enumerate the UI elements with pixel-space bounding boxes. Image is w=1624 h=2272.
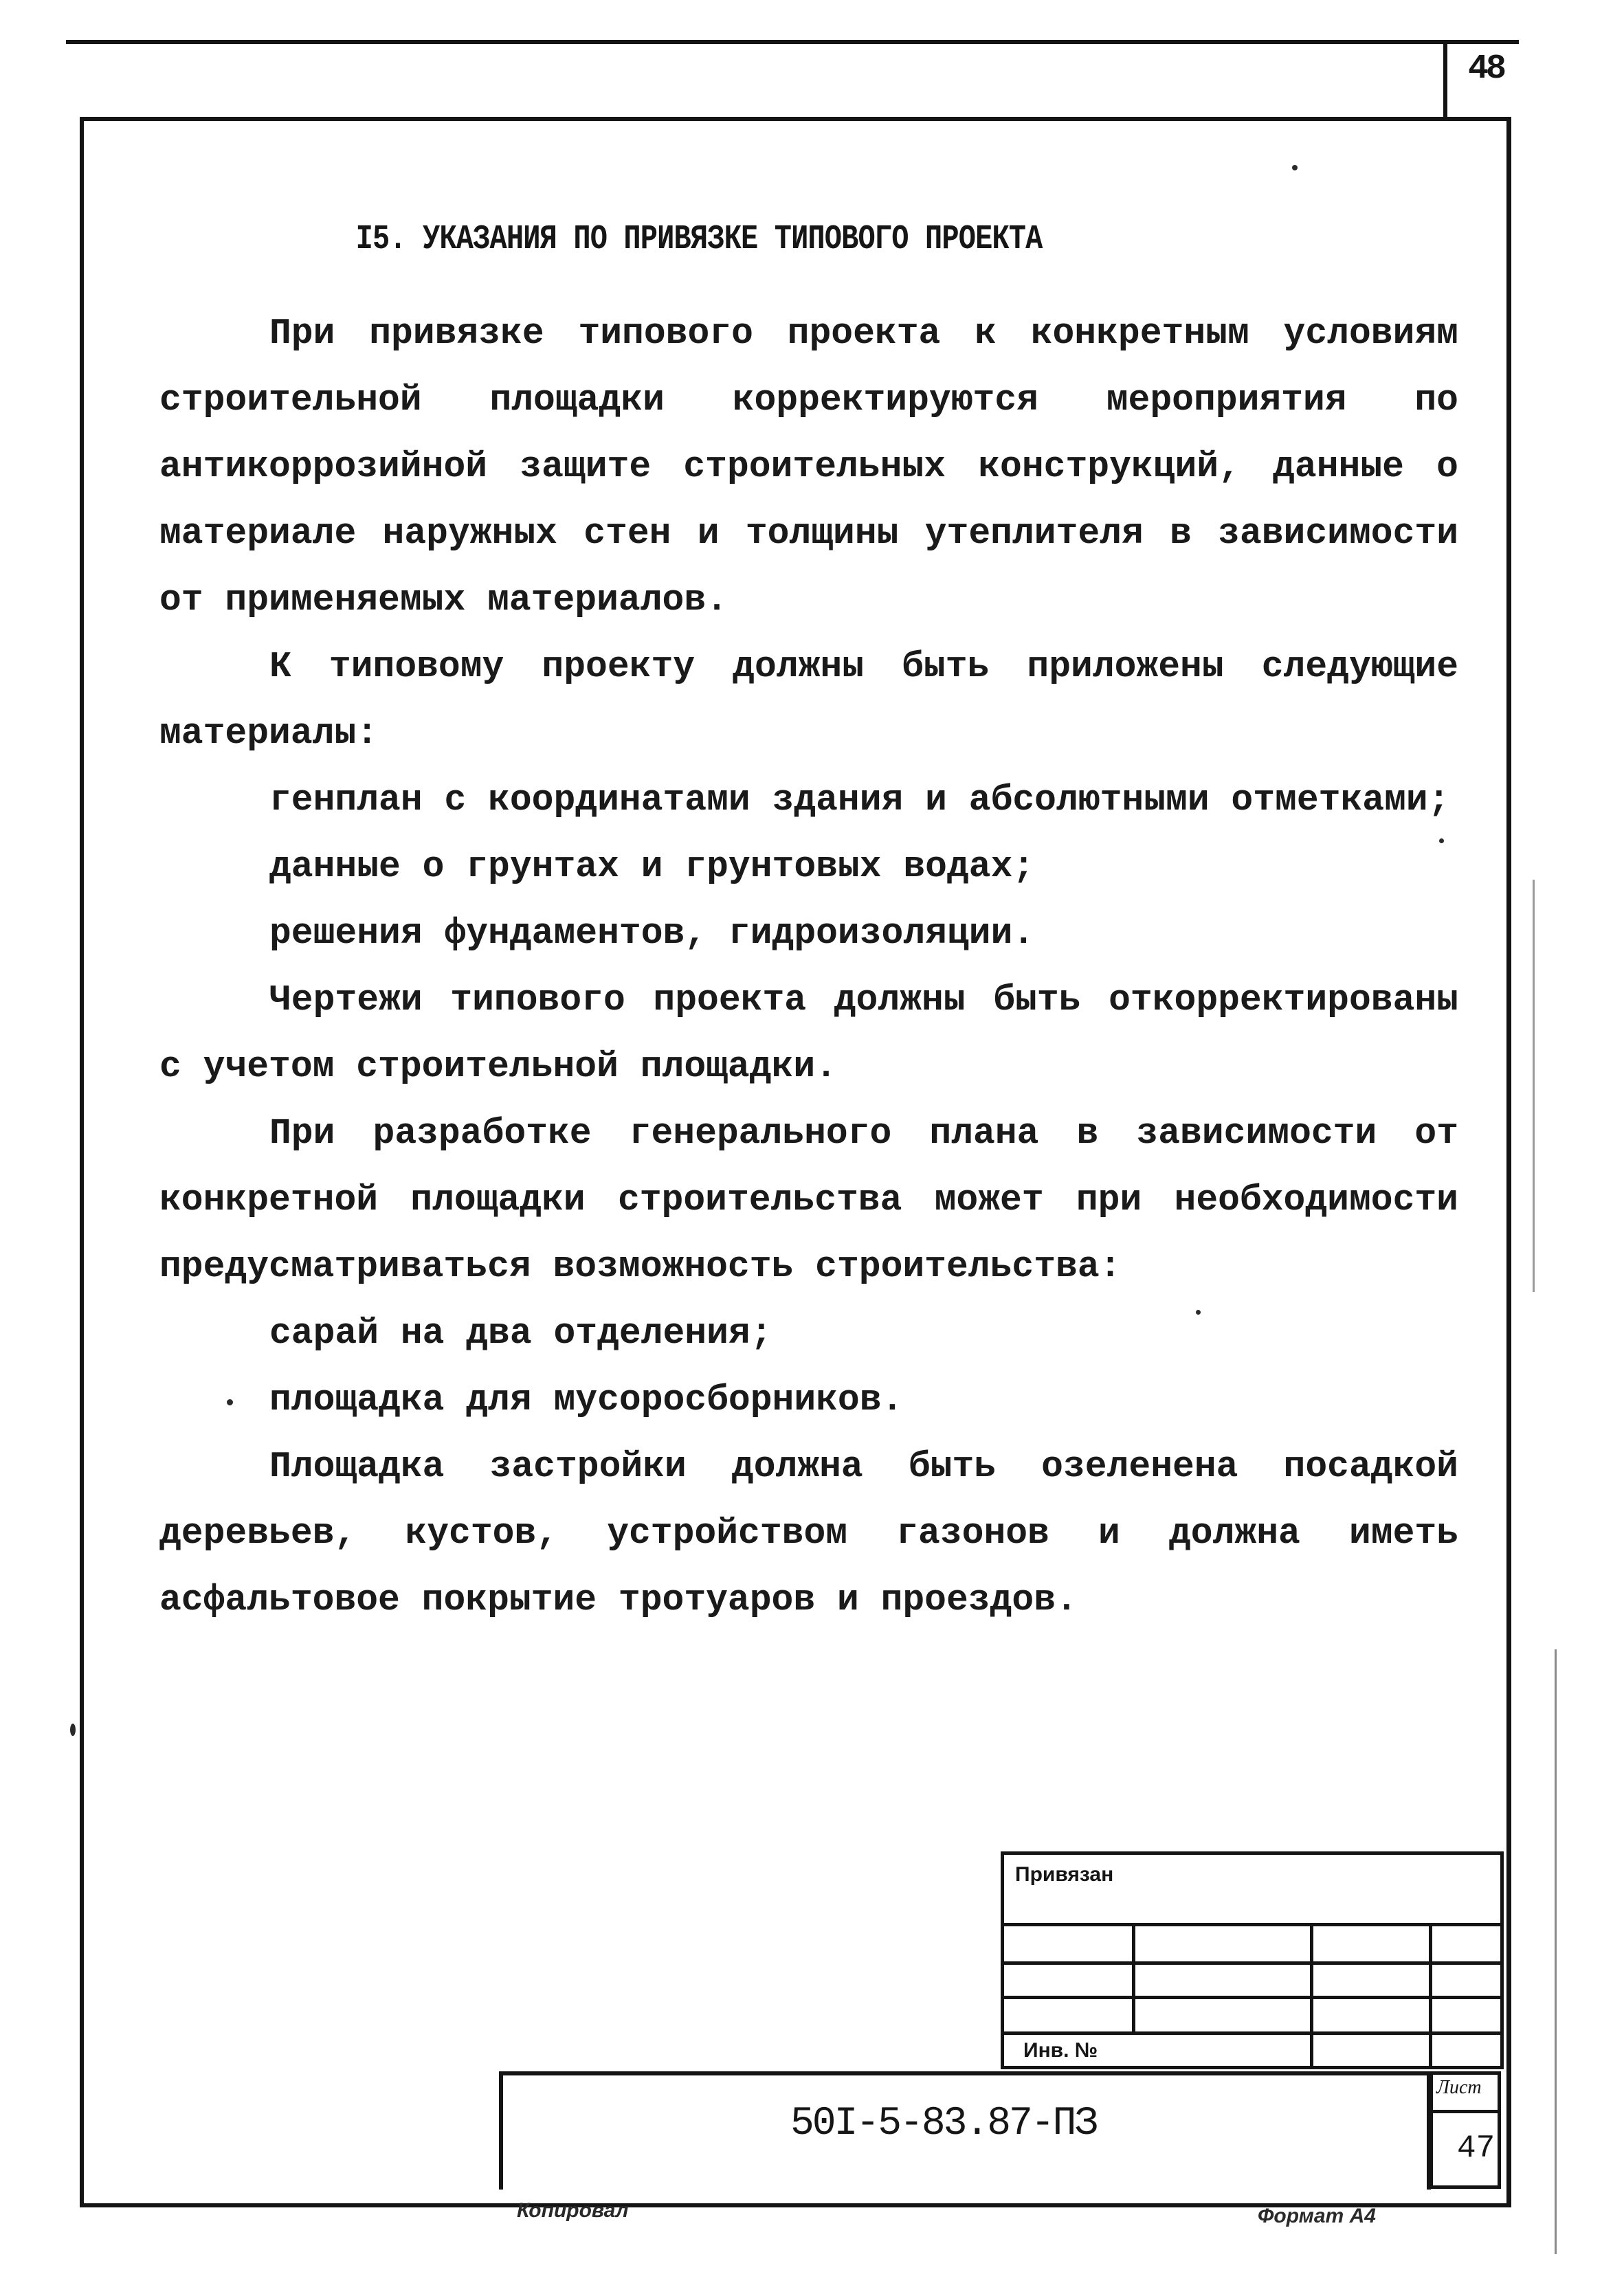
- inventory-label: Инв. №: [1023, 2038, 1098, 2062]
- attached-label: Привязан: [1015, 1863, 1114, 1886]
- top-rule: [66, 40, 1519, 44]
- attached-cell: [1003, 1853, 1502, 1925]
- sheet-label: Лист: [1436, 2077, 1482, 2098]
- paragraph-drawings-correction: Чертежи типового проекта должны быть откорректированы с учетом строительной площадки.: [159, 979, 1458, 1087]
- scan-speck: [1292, 165, 1298, 170]
- format-label: Формат А4: [1258, 2205, 1376, 2227]
- list-item: площадка для мусоросборников.: [269, 1379, 904, 1421]
- document-body: [159, 220, 1458, 1634]
- scan-speck: [227, 1399, 233, 1405]
- document-code: 50I-5-83.87-ПЗ: [790, 2102, 1097, 2146]
- scan-speck: [70, 1724, 76, 1736]
- scan-speck: [1439, 838, 1444, 843]
- list-item: решения фундаментов, гидроизоляции.: [269, 913, 1035, 954]
- list-item: сарай на два отделения;: [269, 1313, 772, 1354]
- list-item: данные о грунтах и грунтовых водах;: [269, 846, 1035, 887]
- scan-edge-mark: [1555, 1649, 1557, 2254]
- inventory-cell: [1003, 2034, 1312, 2068]
- binding-stamp-table: [1001, 1851, 1504, 2069]
- copied-label: Копировал: [517, 2199, 629, 2222]
- page-number-box-left: [1443, 40, 1447, 117]
- page-number: 48: [1468, 49, 1504, 89]
- scan-edge-mark: [1533, 880, 1535, 1292]
- section-title: I5. УКАЗАНИЯ ПО ПРИВЯЗКЕ ТИПОВОГО ПРОЕКТА: [355, 220, 1043, 259]
- paragraph-binding-intro: При привязке типового проекта к конкретным условиям строительной площадки корректируются мероприятия по антикоррозийной защите строительных конструкций, данные о материале наружных стен и толщины утеплителя в зависимости от применяемых материалов.: [159, 313, 1458, 621]
- paragraph-landscaping: Площадка застройки должна быть озеленена посадкой деревьев, кустов, устройством газонов и должна иметь асфальтовое покрытие тротуаров и проездов.: [159, 1446, 1458, 1621]
- sheet-number: 47: [1457, 2130, 1495, 2166]
- paragraph-required-materials: К типовому проекту должны быть приложены следующие материалы:: [159, 646, 1458, 754]
- scan-speck: [1196, 1310, 1201, 1315]
- paragraph-master-plan: При разработке генерального плана в зависимости от конкретной площадки строительства может при необходимости предусматриваться возможность строительства:: [159, 1113, 1458, 1287]
- list-item: генплан с координатами здания и абсолютными отметками;: [269, 779, 1450, 821]
